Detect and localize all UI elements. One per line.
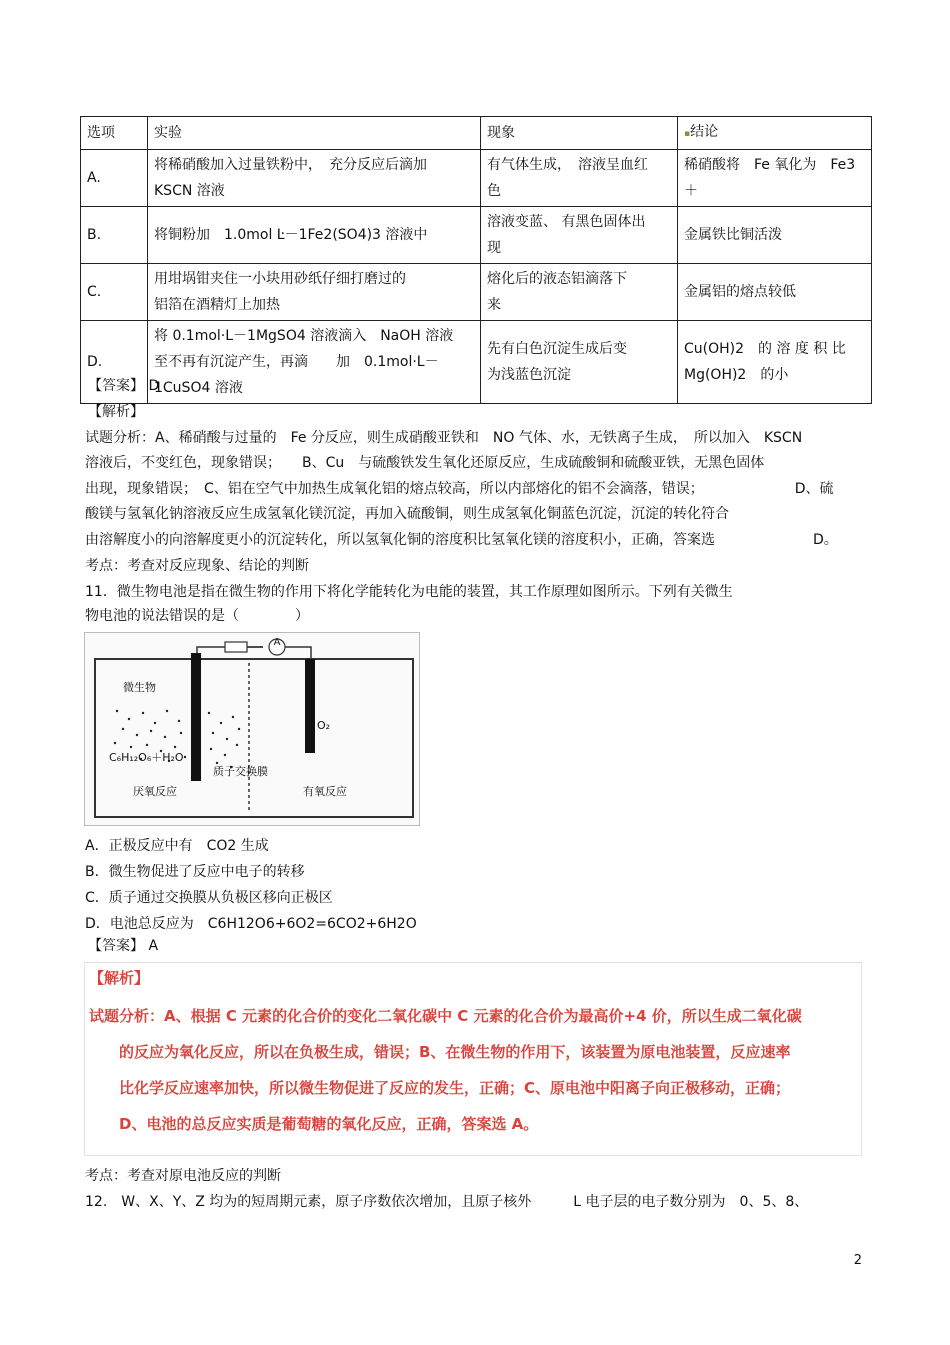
row-phenomenon: 有气体生成， 溶液呈血红 色 bbox=[481, 150, 678, 207]
table-row bbox=[81, 264, 872, 321]
microbe-label: 微生物 bbox=[123, 681, 156, 694]
row-phenomenon: 先有白色沉淀生成后变 为浅蓝色沉淀 bbox=[481, 321, 678, 404]
microbial-cell-figure bbox=[84, 632, 420, 826]
table-header-row bbox=[81, 117, 872, 150]
q10-answer: 【答案】 D bbox=[88, 378, 160, 394]
anode-electrode bbox=[191, 653, 201, 781]
row-conclusion: 金属铝的熔点较低 bbox=[678, 264, 872, 321]
q11-answer: 【答案】 A bbox=[88, 938, 159, 954]
aerobic-label: 有氧反应 bbox=[303, 785, 347, 798]
q11-stem: 11．微生物电池是指在微生物的作用下将化学能转化为电能的装置，其工作原理如图所示。下列有关微生 bbox=[85, 584, 733, 600]
glucose-label: C₆H₁₂O₆＋H₂O bbox=[109, 751, 184, 764]
row-option: A. bbox=[81, 150, 148, 207]
q11-option-a: A．正极反应中有 CO2 生成 bbox=[85, 838, 269, 854]
q10-analysis-line: 由溶解度小的向溶解度更小的沉淀转化，所以氢氧化铜的溶度积比氢氧化镁的溶度积小，正确，答案选 D。 bbox=[85, 532, 838, 548]
row-conclusion: Cu(OH)2 的 溶 度 积 比 Mg(OH)2 的小 bbox=[678, 321, 872, 404]
q10-analysis-line: 酸镁与氢氧化钠溶液反应生成氢氧化镁沉淀，再加入硫酸铜，则生成氢氧化铜蓝色沉淀，沉淀的转化符合 bbox=[85, 506, 729, 522]
header-conclusion: ▪结论 bbox=[678, 117, 872, 150]
header-experiment: 实验 bbox=[148, 117, 481, 150]
ammeter-label: A bbox=[273, 637, 281, 648]
cathode-electrode bbox=[305, 659, 315, 753]
row-experiment: 将稀硝酸加入过量铁粉中， 充分反应后滴加 KSCN 溶液 bbox=[148, 150, 481, 207]
question-table bbox=[80, 116, 872, 404]
header-phenomenon: 现象 bbox=[481, 117, 678, 150]
row-experiment: 用坩埚钳夹住一小块用砂纸仔细打磨过的 铝箔在酒精灯上加热 bbox=[148, 264, 481, 321]
q11-point: 考点：考查对原电池反应的判断 bbox=[85, 1168, 281, 1184]
row-phenomenon: 熔化后的液态铝滴落下 来 bbox=[481, 264, 678, 321]
row-option: C. bbox=[81, 264, 148, 321]
q11-analysis-line: D、电池的总反应实质是葡萄糖的氧化反应，正确，答案选 A。 bbox=[119, 1115, 539, 1133]
header-option: 选项 bbox=[81, 117, 148, 150]
q10-analysis-line: 试题分析：A、稀硝酸与过量的 Fe 分反应，则生成硝酸亚铁和 NO 气体、水，无铁离子生成， 所以加入 KSCN bbox=[85, 430, 803, 446]
q10-analysis-title: 【解析】 bbox=[88, 404, 144, 420]
row-option: D. bbox=[81, 321, 148, 404]
row-conclusion: 金属铁比铜活泼 bbox=[678, 207, 872, 264]
table-row bbox=[81, 321, 872, 404]
q11-analysis-title: 【解析】 bbox=[89, 969, 150, 987]
q11-analysis-box bbox=[84, 962, 862, 1156]
q11-stem: 物电池的说法错误的是（ ） bbox=[85, 608, 309, 624]
q12-stem: 12. W、X、Y、Z 均为的短周期元素，原子序数依次增加，且原子核外 L 电子层的电子数分别为 0、5、8、 bbox=[85, 1194, 809, 1210]
row-experiment: 将 0.1mol·L－1MgSO4 溶液滴入 NaOH 溶液 至不再有沉淀产生，再滴 加 0.1mol·L－ 1CuSO4 溶液 bbox=[148, 321, 481, 404]
membrane-label: 质子交换膜 bbox=[213, 765, 268, 778]
q11-analysis-line: 试题分析：A、根据 C 元素的化合价的变化二氧化碳中 C 元素的化合价为最高价+4 价，所以生成二氧化碳 bbox=[89, 1007, 802, 1025]
row-phenomenon: 溶液变蓝、 有黑色固体出 现 bbox=[481, 207, 678, 264]
row-option: B. bbox=[81, 207, 148, 264]
q11-analysis-line: 的反应为氧化反应，所以在负极生成，错误；B、在微生物的作用下，该装置为原电池装置，反应速率 bbox=[119, 1043, 791, 1061]
q11-option-b: B．微生物促进了反应中电子的转移 bbox=[85, 864, 305, 880]
table-row bbox=[81, 150, 872, 207]
o2-label: O₂ bbox=[317, 719, 331, 732]
q10-analysis-line: 溶液后，不变红色，现象错误； B、Cu 与硫酸铁发生氧化还原反应，生成硫酸铜和硫酸亚铁，无黑色固体 bbox=[85, 455, 765, 471]
resistor-icon bbox=[225, 642, 247, 652]
page-number: 2 bbox=[853, 1253, 862, 1268]
q11-analysis-line: 比化学反应速率加快，所以微生物促进了反应的发生，正确；C、原电池中阳离子向正极移动，正确； bbox=[119, 1079, 791, 1097]
q10-point: 考点：考查对反应现象、结论的判断 bbox=[85, 558, 309, 574]
q11-option-d: D．电池总反应为 C6H12O6+6O2=6CO2+6H2O bbox=[85, 916, 417, 932]
row-conclusion: 稀硝酸将 Fe 氧化为 Fe3 ＋ bbox=[678, 150, 872, 207]
q11-option-c: C．质子通过交换膜从负极区移向正极区 bbox=[85, 890, 333, 906]
anaerobic-label: 厌氧反应 bbox=[133, 785, 177, 798]
q10-analysis-line: 出现，现象错误； C、铝在空气中加热生成氧化铝的熔点较高，所以内部熔化的铝不会滴落，错误； D、硫 bbox=[85, 481, 834, 497]
table-row bbox=[81, 207, 872, 264]
row-experiment: 将铜粉加 1.0mol Ŀ－1Fe2(SO4)3 溶液中 bbox=[148, 207, 481, 264]
